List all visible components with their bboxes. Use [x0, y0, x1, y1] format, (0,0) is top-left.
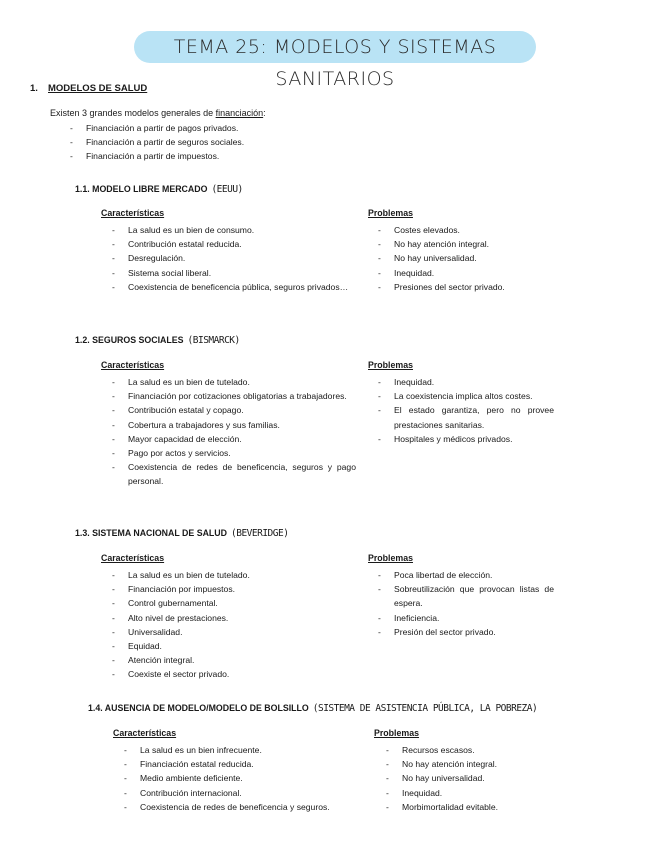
list-item: - Hospitales y médicos privados. — [376, 432, 554, 446]
intro-underlined: financiación — [215, 108, 264, 118]
list-item: - Sobreutilización que provocan listas de espera. — [376, 582, 554, 610]
list-item: - Atención integral. — [110, 653, 356, 667]
list-item: - Costes elevados. — [376, 223, 554, 237]
subsection-title: 1.3. SISTEMA NACIONAL DE SALUD — [75, 528, 228, 538]
list-item: - Coexistencia de beneficencia pública, seguros privados… — [110, 280, 356, 294]
list-item: - Inequidad. — [384, 786, 564, 800]
features-label: Características — [101, 360, 165, 370]
features-label: Características — [101, 553, 165, 563]
problems-list-1-4 — [384, 743, 564, 814]
list-item: - Contribución internacional. — [122, 786, 332, 800]
list-item: - Morbimortalidad evitable. — [384, 800, 564, 814]
handwritten-note: (BEVERIDGE) — [231, 528, 289, 539]
section-title: MODELOS DE SALUD — [48, 83, 148, 94]
list-item: - No hay atención integral. — [376, 237, 554, 251]
list-item: - Financiación a partir de impuestos. — [68, 149, 328, 163]
problems-list-1-2 — [376, 375, 554, 446]
list-item: - La salud es un bien de tutelado. — [110, 375, 356, 389]
list-item: - Financiación a partir de seguros sociales. — [68, 135, 328, 149]
list-item: - Financiación estatal reducida. — [122, 757, 332, 771]
section-heading — [30, 83, 147, 94]
features-list-1-2 — [110, 375, 356, 489]
features-label: Características — [113, 728, 177, 738]
intro-list — [68, 121, 328, 164]
intro-end: : — [263, 108, 266, 118]
features-label: Características — [101, 208, 165, 218]
features-list-1-3 — [110, 568, 356, 682]
features-list-1-1 — [110, 223, 356, 294]
list-item: - Coexistencia de redes de beneficencia, seguros y pago personal. — [110, 460, 356, 488]
subsection-heading-1-4 — [88, 703, 537, 714]
subsection-title: 1.4. AUSENCIA DE MODELO/MODELO DE BOLSILLO — [88, 703, 309, 713]
subsection-heading-1-2 — [75, 335, 240, 346]
list-item: - La salud es un bien de consumo. — [110, 223, 356, 237]
problems-list-1-1 — [376, 223, 554, 294]
features-list-1-4 — [122, 743, 332, 814]
list-item: - Mayor capacidad de elección. — [110, 432, 356, 446]
list-item: - No hay universalidad. — [376, 251, 554, 265]
handwritten-note: (EEUU) — [211, 184, 243, 195]
section-number: 1. — [30, 83, 38, 94]
list-item: - Control gubernamental. — [110, 596, 356, 610]
list-item: - Desregulación. — [110, 251, 356, 265]
list-item: - Recursos escasos. — [384, 743, 564, 757]
intro-text: Existen 3 grandes modelos generales de — [50, 108, 216, 118]
list-item: - Coexiste el sector privado. — [110, 667, 356, 681]
page-title: TEMA 25: MODELOS Y SISTEMAS SANITARIOS — [173, 36, 497, 90]
list-item: - La coexistencia implica altos costes. — [376, 389, 554, 403]
list-item: - Financiación por impuestos. — [110, 582, 356, 596]
subsection-title: 1.1. MODELO LIBRE MERCADO — [75, 184, 208, 194]
handwritten-note: (BISMARCK) — [187, 335, 240, 346]
list-item: - El estado garantiza, pero no provee prestaciones sanitarias. — [376, 403, 554, 431]
handwritten-note: (SISTEMA DE ASISTENCIA PÚBLICA, LA POBREZA) — [312, 703, 538, 714]
list-item: - Contribución estatal reducida. — [110, 237, 356, 251]
list-item: - Universalidad. — [110, 625, 356, 639]
list-item: - Alto nivel de prestaciones. — [110, 611, 356, 625]
list-item: - La salud es un bien infrecuente. — [122, 743, 332, 757]
list-item: - Inequidad. — [376, 266, 554, 280]
list-item: - Equidad. — [110, 639, 356, 653]
subsection-heading-1-3 — [75, 528, 288, 539]
list-item: - La salud es un bien de tutelado. — [110, 568, 356, 582]
list-item: - Financiación a partir de pagos privados. — [68, 121, 328, 135]
list-item: - Financiación por cotizaciones obligatorias a trabajadores. — [110, 389, 356, 403]
list-item: - Pago por actos y servicios. — [110, 446, 356, 460]
list-item: - No hay universalidad. — [384, 771, 564, 785]
list-item: - Coexistencia de redes de beneficencia y seguros. — [122, 800, 332, 814]
problems-label: Problemas — [368, 360, 413, 370]
list-item: - Contribución estatal y copago. — [110, 403, 356, 417]
subsection-title: 1.2. SEGUROS SOCIALES — [75, 335, 184, 345]
problems-list-1-3 — [376, 568, 554, 639]
list-item: - Cobertura a trabajadores y sus familias. — [110, 418, 356, 432]
list-item: - Poca libertad de elección. — [376, 568, 554, 582]
list-item: - Medio ambiente deficiente. — [122, 771, 332, 785]
list-item: - Presiones del sector privado. — [376, 280, 554, 294]
list-item: - Inequidad. — [376, 375, 554, 389]
list-item: - Sistema social liberal. — [110, 266, 356, 280]
problems-label: Problemas — [368, 208, 413, 218]
intro-paragraph — [50, 108, 266, 118]
problems-label: Problemas — [368, 553, 413, 563]
list-item: - No hay atención integral. — [384, 757, 564, 771]
subsection-heading-1-1 — [75, 184, 243, 195]
list-item: - Presión del sector privado. — [376, 625, 554, 639]
problems-label: Problemas — [374, 728, 419, 738]
list-item: - Ineficiencia. — [376, 611, 554, 625]
